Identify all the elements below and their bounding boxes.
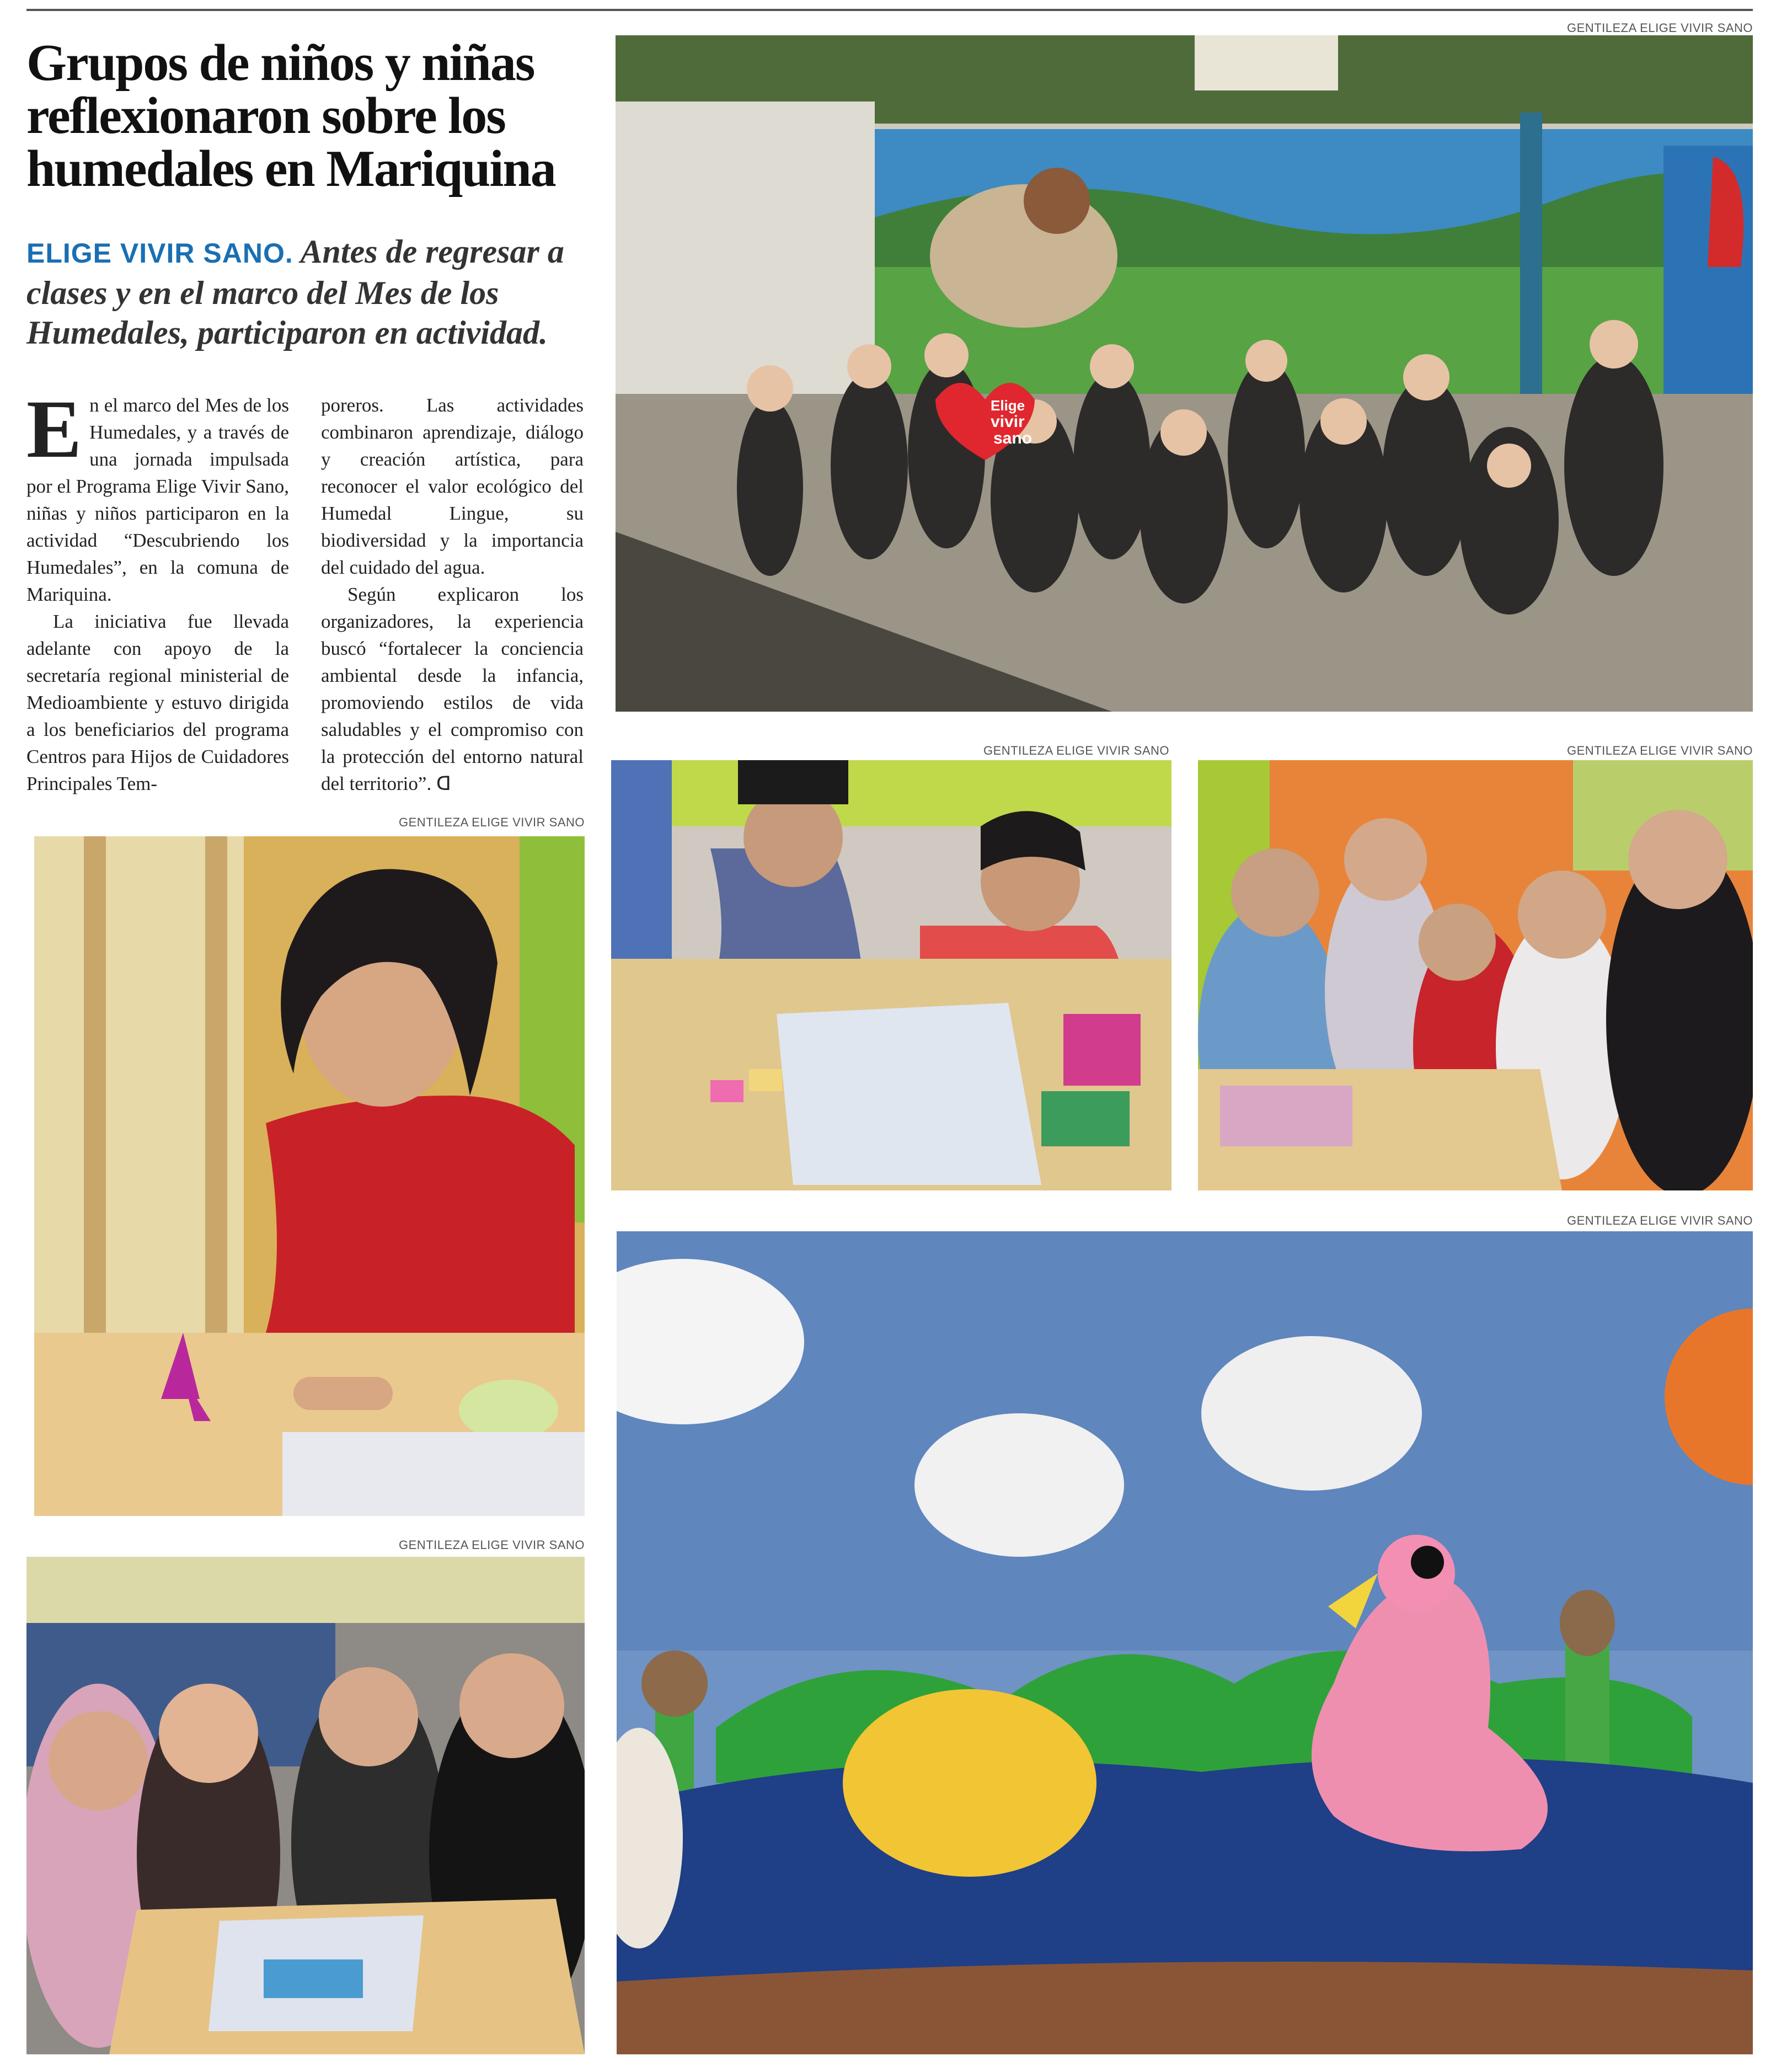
body-paragraph-4 xyxy=(321,581,584,797)
headline: Grupos de niños y niñas reflexionaron sobre los humedales en Mariquina xyxy=(26,34,555,197)
photo-girls-smiling xyxy=(1198,760,1753,1190)
photo-boys-at-table xyxy=(611,760,1171,1190)
end-mark: ᗡ xyxy=(436,773,451,794)
body-paragraph-4-text: Según explicaron los organizadores, la experiencia buscó “fortalecer la conciencia ambiental desde la infancia, promoviendo estilos de vida saludables y el compromiso con la protección del entorno natural del territorio”. xyxy=(321,584,584,794)
photo-credit-boy: GENTILEZA ELIGE VIVIR SANO xyxy=(399,815,585,829)
deck-kicker: ELIGE VIVIR SANO. xyxy=(26,238,293,269)
photo-clay-wetland-diorama xyxy=(617,1231,1753,2054)
body-paragraph-1-text: n el marco del Mes de los Humedales, y a través de una jornada impulsada por el Programa Elige Vivir Sano, niñas y niños participaron en la actividad “Descubriendo los Humedales”, en la comuna de Mariquina. xyxy=(26,394,289,605)
body-paragraph-1 xyxy=(26,383,289,608)
deck xyxy=(26,232,595,353)
photo-credit-main: GENTILEZA ELIGE VIVIR SANO xyxy=(1567,21,1753,35)
dropcap: E xyxy=(26,383,82,475)
body-column-2 xyxy=(321,392,584,797)
sign-text-1: Elige xyxy=(991,397,1025,414)
photo-boy-modeling-clay xyxy=(34,836,585,1516)
photo-group-mural xyxy=(616,35,1753,712)
sign-text-3: sano xyxy=(993,429,1033,447)
sign-text-2: vivir xyxy=(991,413,1025,431)
photo-credit-small-group: GENTILEZA ELIGE VIVIR SANO xyxy=(399,1538,585,1552)
body-paragraph-2: La iniciativa fue llevada adelante con apoyo de la secretaría regional ministerial de Medioambiente y estuvo dirigida a los beneficiarios del programa Centros para Hijos de Cuidadores Principales Tem- xyxy=(26,611,289,794)
photo-credit-table: GENTILEZA ELIGE VIVIR SANO xyxy=(983,744,1169,757)
body-paragraph-3: poreros. Las actividades combinaron aprendizaje, diálogo y creación artística, para reconocer el valor ecológico del Humedal Lingue, su biodiversidad y la importancia del cuidado del agua. xyxy=(321,394,584,578)
body-column-1 xyxy=(26,383,289,797)
photo-girls-at-table xyxy=(26,1557,585,2054)
photo-credit-girls: GENTILEZA ELIGE VIVIR SANO xyxy=(1567,744,1753,757)
top-rule xyxy=(26,9,1753,11)
photo-credit-clay: GENTILEZA ELIGE VIVIR SANO xyxy=(1567,1214,1753,1227)
deck-text: Antes de regresar a clases y en el marco del Mes de los Humedales, participaron en actividad. xyxy=(26,233,564,351)
